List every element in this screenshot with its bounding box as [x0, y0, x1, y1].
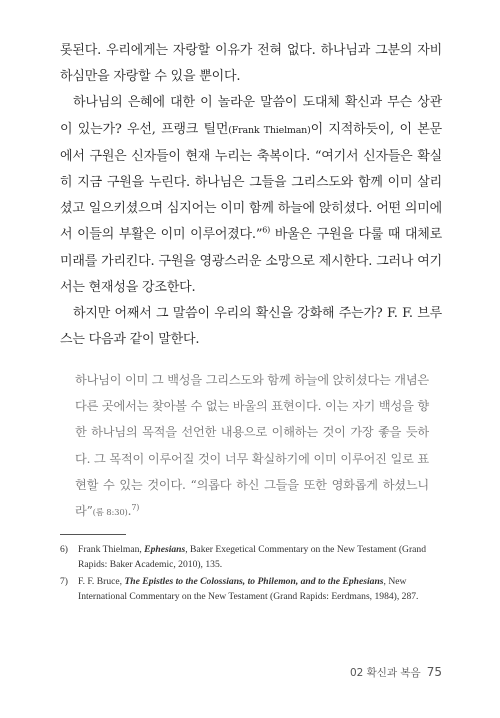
paragraph-3: [60, 301, 442, 353]
footnote-7: [60, 575, 442, 604]
footnote-ref-7: 7): [131, 502, 140, 512]
footnotes: [60, 543, 442, 607]
block-quote: [75, 367, 429, 526]
body-text: [60, 38, 442, 353]
paragraph-2-text-c: 이 지적하듯이, 이 본문에서 구원은 신자들이 현재 누리는 축복이다. “여기서 신자들은 확실히 지금 구원을 누린다. 하나님은 그들을 그리스도와 함께 이미 살리셨고 일으키셨으며 심지어는 이미 함께 하늘에 앉히셨다. 어떤 의미에서 이들의 부활은 이미 이루어졌다.”: [60, 121, 442, 243]
footnote-7-title: The Epistles to the Colossians, to Philemon, and to the Ephesians: [124, 576, 384, 587]
footnote-6-title: Ephesians: [144, 544, 186, 555]
footnote-7-details: , New International Commentary on the New Testament (Grand Rapids: Eerdmans, 1984), 287.: [78, 576, 419, 602]
page-footer: [350, 665, 442, 680]
paragraph-2-text-a: 하나님의 은혜에 대한 이 놀라운 말씀이 도대체 확신과 무슨 상관이 있는가? 우선, 프랭크 틸먼: [60, 95, 442, 137]
paragraph-1: [60, 38, 442, 90]
paragraph-2-author-name: (Frank Thielman): [228, 124, 311, 136]
footnote-7-number: 7): [60, 576, 68, 587]
paragraph-2: [60, 90, 442, 301]
block-quote-text: 하나님이 이미 그 백성을 그리스도와 함께 하늘에 앉히셨다는 개념은 다른 곳에서는 찾아볼 수 없는 바울의 표현이다. 이는 자기 백성을 향한 하나님의 목적을 선언한 내용으로 이해하는 것이 가장 좋을 듯하다. 그 목적이 이루어질 것이 너무 확실하기에 이미 이루어진 일로 표현할 수 있는 것이다. “의롭다 하신 그들을 또한 영화롭게 하셨느니라”: [75, 373, 429, 519]
footnote-divider: [60, 534, 126, 535]
block-quote-reference: (롬 8:30): [92, 508, 128, 519]
footnote-6-author: Frank Thielman,: [78, 544, 145, 555]
footnote-6: [60, 543, 442, 572]
chapter-title: 02 확신과 복음: [349, 667, 421, 679]
page-number: 75: [426, 665, 442, 679]
paragraph-1-text: 롯된다. 우리에게는 자랑할 이유가 전혀 없다. 하나님과 그분의 자비하심만을 자랑할 수 있을 뿐이다.: [60, 43, 442, 85]
block-quote-period: .: [127, 504, 132, 519]
paragraph-2-text-d: 바울은 구원을 다룰 때 대체로 미래를 가리킨다. 구원을 영광스러운 소망으로 제시한다. 그러나 여기서는 현재성을 강조한다.: [60, 227, 442, 295]
footnote-6-details: , Baker Exegetical Commentary on the New Testament (Grand Rapids: Baker Academic, 2010), 135.: [78, 544, 427, 570]
footnote-6-number: 6): [60, 544, 68, 555]
footnote-7-author: F. F. Bruce,: [78, 576, 125, 587]
paragraph-3-text: 하지만 어째서 그 말씀이 우리의 확신을 강화해 주는가? F. F. 브루스는 다음과 같이 말한다.: [60, 306, 442, 348]
footnote-ref-6: 6): [262, 226, 271, 236]
